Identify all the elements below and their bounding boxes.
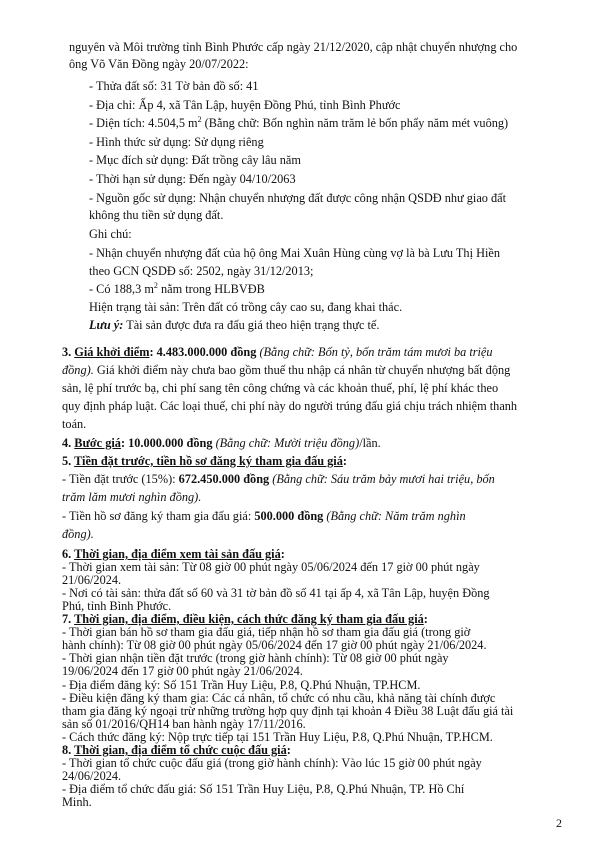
text-line [62,363,510,377]
text-run: tham gia đăng ký ngoại trừ những trường hợp quy định tại khoản 4 Điều 38 Luật đấu giá tài [62,704,514,718]
text-line [62,704,513,718]
text-line [62,573,121,587]
text-run: Lưu ý: [89,318,124,332]
text-line [89,300,402,314]
text-run: theo GCN QSDĐ số: 2502, ngày 31/12/2013; [89,264,314,278]
text-line [62,651,449,665]
text-run: - Địa chỉ: Ấp 4, xã Tân Lập, huyện Đồng Phú, tỉnh Bình Phước [89,98,401,112]
text-run: (Bằng chữ: Năm trăm nghìn [323,509,466,523]
text-line [89,264,313,278]
page-number: 2 [556,816,562,830]
text-run: Phú, tỉnh Bình Phước. [62,599,172,613]
text-run: Giá khởi điểm [74,345,150,359]
text-line [62,782,464,796]
text-line [62,678,420,692]
text-run: không thu tiền sử dụng đất. [89,208,224,222]
text-run: sản số 01/2016/QH14 ban hành ngày 17/11/2016. [62,717,306,731]
text-run: - Mục đích sử dụng: Đất trồng cây lâu năm [89,153,301,167]
text-run: : [423,612,428,626]
text-line [89,98,400,112]
text-line [62,717,306,731]
text-line [89,191,506,205]
text-run: : 4.483.000.000 đồng [149,345,257,359]
text-run: - Nhận chuyển nhượng đất của hộ ông Mai Xuân Hùng cùng vợ là bà Lưu Thị Hiền [89,246,500,260]
text-run: đồng). [62,363,94,377]
text-line [62,436,381,450]
text-line [62,612,428,626]
text-run: ông Võ Văn Đồng ngày 20/07/2022: [69,57,249,71]
text-line [89,227,132,241]
text-run: 4. [62,436,75,450]
text-run: 500.000 đồng [254,509,324,523]
text-line [62,638,487,652]
text-run: nằm trong HLBVĐB [157,282,265,296]
text-line [89,282,265,296]
text-line [62,599,171,613]
text-run: 24/06/2024. [62,769,122,783]
text-run: (Bằng chữ: Sáu trăm bảy mươi hai triệu, bốn [269,472,495,486]
text-run: Thời gian, địa điểm xem tài sản đấu giá [74,547,281,561]
text-line [62,691,495,705]
text-run: - Thời gian bán hồ sơ tham gia đấu giá, tiếp nhận hồ sơ tham gia đấu giá (trong giờ [62,625,471,639]
text-run: nguyên và Môi trường tỉnh Bình Phước cấp ngày 21/12/2020, cập nhật chuyển nhượng cho [69,40,518,54]
text-run: Hiện trạng tài sản: Trên đất có trồng cây cao su, đang khai thác. [89,300,403,314]
text-run: đồng). [62,527,94,541]
text-run: Thời gian, địa điểm tổ chức cuộc đấu giá [74,743,287,757]
text-line [62,769,121,783]
text-run: 672.450.000 đồng [178,472,270,486]
text-run: Thời gian, địa điểm, điều kiện, cách thức đăng ký tham gia đấu giá [74,612,424,626]
text-line [69,57,249,71]
text-run: - Hình thức sử dụng: Sử dụng riêng [89,135,264,149]
text-line [62,399,517,413]
text-line [62,472,495,486]
text-run: Minh. [62,795,92,809]
text-line [62,454,347,468]
text-run: 8. [62,743,75,757]
text-run: - Tiền hồ sơ đăng ký tham gia đấu giá: [62,509,255,523]
text-line [62,795,92,809]
superscript: 2 [153,280,158,290]
text-run: 7. [62,612,75,626]
text-line [69,40,517,54]
text-line [89,116,508,130]
text-line [62,527,94,541]
text-line [62,664,303,678]
text-line [62,586,490,600]
text-line [62,730,493,744]
text-run: - Nguồn gốc sử dụng: Nhận chuyển nhượng đất được công nhận QSDĐ như giao đất [89,191,507,205]
text-run: : 10.000.000 đồng [120,436,213,450]
text-run: Bước giá [74,436,121,450]
text-run: (Bằng chữ: Mười triệu đồng) [212,436,360,450]
text-run: - Thời gian tổ chức cuộc đấu giá (trong giờ hành chính): Vào lúc 15 giờ 00 phút ngày [62,756,482,770]
text-run: - Thời gian nhận tiền đặt trước (trong giờ hành chính): Từ 08 giờ 00 phút ngày [62,651,449,665]
text-run: (Bằng chữ: Bốn nghìn năm trăm lẻ bốn phẩy năm mét vuông) [201,116,509,130]
text-run: - Diện tích: 4.504,5 m [89,116,198,130]
text-run: sản, lệ phí trước bạ, chi phí sang tên công chứng và các khoản thuế, phí, lệ phí khác theo [62,381,499,395]
text-run: - Tiền đặt trước (15%): [62,472,179,486]
text-run: (Bằng chữ: Bốn tỷ, bốn trăm tám mươi ba triệu [256,345,493,359]
text-line [62,756,482,770]
text-run: hành chính): Từ 08 giờ 00 phút ngày 05/06/2024 đến 17 giờ 00 phút ngày 21/06/2024. [62,638,487,652]
text-run: - Thời gian xem tài sản: Từ 08 giờ 00 phút ngày 05/06/2024 đến 17 giờ 00 phút ngày [62,560,480,574]
text-run: Tài sản được đưa ra đấu giá theo hiện trạng thực tế. [123,318,380,332]
text-run: : [286,743,291,757]
text-run: toán. [62,417,87,431]
text-line [62,509,466,523]
text-run: : [280,547,285,561]
text-run: quy định pháp luật. Các loại thuế, chi phí này do người trúng đấu giá chịu trách nhiệm thanh [62,399,518,413]
text-run: 21/06/2024. [62,573,122,587]
text-run: 5. [62,454,75,468]
text-run: 3. [62,345,75,359]
text-run: trăm lăm mươi nghìn đồng). [62,490,202,504]
text-line [89,79,258,93]
text-run: - Thời hạn sử dụng: Đến ngày 04/10/2063 [89,172,296,186]
text-run: 6. [62,547,75,561]
text-run: 19/06/2024 đến 17 giờ 00 phút ngày 21/06/2024. [62,664,303,678]
text-line [89,153,301,167]
text-line [62,345,493,359]
text-run: Ghi chú: [89,227,132,241]
text-line [89,172,296,186]
text-run: - Có 188,3 m [89,282,154,296]
text-run: Tiền đặt trước, tiền hồ sơ đăng ký tham gia đấu giá [74,454,343,468]
text-line [89,208,223,222]
text-run: - Địa điểm đăng ký: Số 151 Trần Huy Liệu, P.8, Q.Phú Nhuận, TP.HCM. [62,678,421,692]
text-line [62,743,291,757]
text-run: - Cách thức đăng ký: Nộp trực tiếp tại 151 Trần Huy Liệu, P.8, Q.Phú Nhuận, TP.HCM. [62,730,493,744]
text-run: Giá khởi điểm này chưa bao gồm thuế thu nhập cá nhân từ chuyển nhượng bất động [93,363,511,377]
text-line [62,547,285,561]
text-line [89,135,264,149]
text-run: - Thửa đất số: 31 Tờ bản đồ số: 41 [89,79,259,93]
text-line [62,381,498,395]
text-line [62,560,480,574]
text-run: - Điều kiện đăng ký tham gia: Các cá nhân, tổ chức có nhu cầu, khả năng tài chính được [62,691,496,705]
text-run: - Nơi có tài sản: thửa đất số 60 và 31 tờ bản đồ số 41 tại ấp 4, xã Tân Lập, huyện Đồng [62,586,490,600]
text-line [62,490,201,504]
text-run: - Địa điểm tổ chức đấu giá: Số 151 Trần Huy Liệu, P.8, Q.Phú Nhuận, TP. Hồ Chí [62,782,465,796]
text-line [62,625,470,639]
superscript: 2 [197,114,202,124]
text-run: : [342,454,347,468]
text-line [89,318,379,332]
text-run: /lần. [359,436,381,450]
text-line [89,246,500,260]
text-line [62,417,86,431]
